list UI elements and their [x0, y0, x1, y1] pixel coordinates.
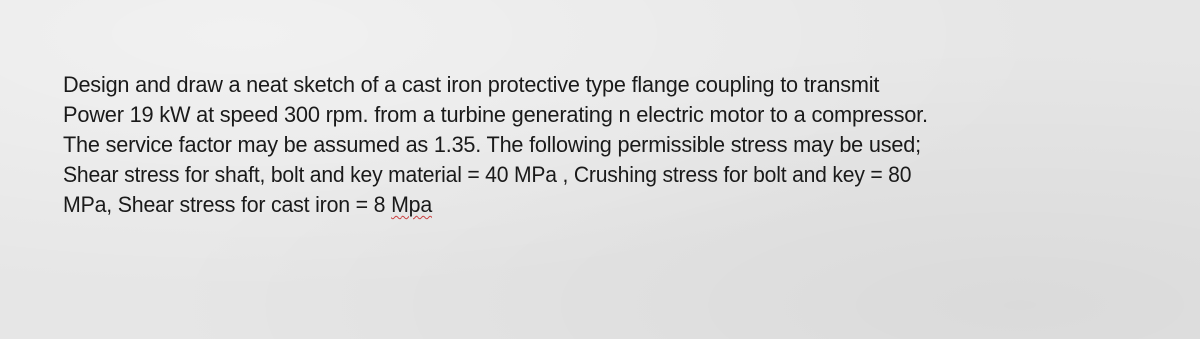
problem-line-4: Shear stress for shaft, bolt and key material = 40 MPa , Crushing stress for bolt and key = 80 — [63, 162, 912, 187]
problem-line-1: Design and draw a neat sketch of a cast iron protective type flange coupling to transmit — [63, 72, 880, 97]
problem-line-5-text: MPa, Shear stress for cast iron = 8 — [63, 192, 392, 217]
problem-line-5 — [63, 190, 1149, 220]
problem-line-3: The service factor may be assumed as 1.35. The following permissible stress may be used; — [63, 132, 921, 157]
problem-line-2: Power 19 kW at speed 300 rpm. from a turbine generating n electric motor to a compressor. — [63, 102, 928, 127]
spellcheck-flagged-word: Mpa — [391, 192, 433, 217]
problem-text — [63, 70, 1183, 220]
